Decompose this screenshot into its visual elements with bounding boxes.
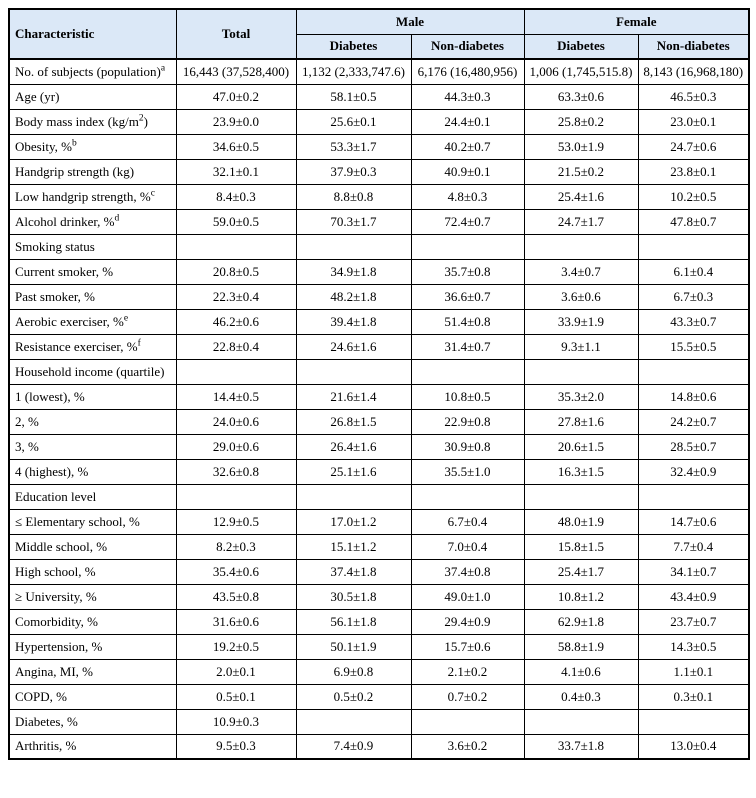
cell-male-diabetes: 48.2±1.8 <box>296 284 411 309</box>
table-row <box>9 234 749 259</box>
cell-female-diabetes: 21.5±0.2 <box>524 159 638 184</box>
cell-male-diabetes: 6.9±0.8 <box>296 659 411 684</box>
cell-female-diabetes: 48.0±1.9 <box>524 509 638 534</box>
cell-female-non-diabetes: 1.1±0.1 <box>638 659 749 684</box>
cell-male-diabetes <box>296 484 411 509</box>
cell-female-diabetes: 25.4±1.6 <box>524 184 638 209</box>
cell-male-non-diabetes <box>411 709 524 734</box>
col-header-male-diabetes: Diabetes <box>296 34 411 59</box>
table-row <box>9 309 749 334</box>
cell-male-diabetes: 21.6±1.4 <box>296 384 411 409</box>
row-label-cell <box>9 309 176 334</box>
table-row <box>9 134 749 159</box>
table-row <box>9 334 749 359</box>
cell-male-diabetes: 53.3±1.7 <box>296 134 411 159</box>
cell-female-diabetes: 4.1±0.6 <box>524 659 638 684</box>
table-row <box>9 484 749 509</box>
table-row <box>9 359 749 384</box>
cell-male-diabetes: 1,132 (2,333,747.6) <box>296 59 411 84</box>
row-label-superscript: e <box>123 313 129 324</box>
row-label: Angina, MI, % <box>15 663 93 679</box>
row-label-cell <box>9 459 176 484</box>
cell-female-non-diabetes <box>638 484 749 509</box>
cell-female-non-diabetes: 43.3±0.7 <box>638 309 749 334</box>
row-label-cell <box>9 584 176 609</box>
row-label-cell <box>9 109 176 134</box>
table-row <box>9 59 749 84</box>
cell-female-non-diabetes: 46.5±0.3 <box>638 84 749 109</box>
cell-male-diabetes: 0.5±0.2 <box>296 684 411 709</box>
row-label-cell <box>9 259 176 284</box>
row-label-cell <box>9 284 176 309</box>
cell-male-non-diabetes <box>411 484 524 509</box>
row-label: Middle school, % <box>15 538 108 554</box>
cell-female-non-diabetes: 7.7±0.4 <box>638 534 749 559</box>
row-label-cell <box>9 134 176 159</box>
row-label: 1 (lowest), % <box>15 388 85 404</box>
cell-total: 8.2±0.3 <box>176 534 296 559</box>
row-label-superscript: d <box>114 213 120 224</box>
cell-female-non-diabetes: 47.8±0.7 <box>638 209 749 234</box>
cell-male-non-diabetes: 31.4±0.7 <box>411 334 524 359</box>
table-row <box>9 209 749 234</box>
table-row <box>9 259 749 284</box>
row-label-cell <box>9 384 176 409</box>
table-row <box>9 109 749 134</box>
cell-female-diabetes: 15.8±1.5 <box>524 534 638 559</box>
cell-female-non-diabetes: 28.5±0.7 <box>638 434 749 459</box>
cell-female-non-diabetes: 14.8±0.6 <box>638 384 749 409</box>
table-row <box>9 609 749 634</box>
cell-female-non-diabetes: 34.1±0.7 <box>638 559 749 584</box>
cell-female-diabetes: 33.7±1.8 <box>524 734 638 759</box>
cell-male-diabetes: 24.6±1.6 <box>296 334 411 359</box>
row-label-suffix: ) <box>143 113 148 129</box>
cell-female-diabetes: 27.8±1.6 <box>524 409 638 434</box>
row-label: Age (yr) <box>15 88 60 104</box>
header-row-groups <box>9 9 749 34</box>
row-label-cell <box>9 684 176 709</box>
cell-female-diabetes: 9.3±1.1 <box>524 334 638 359</box>
row-label: ≥ University, % <box>15 588 97 604</box>
row-label: Resistance exerciser, % <box>15 338 138 354</box>
cell-female-non-diabetes: 43.4±0.9 <box>638 584 749 609</box>
cell-total: 16,443 (37,528,400) <box>176 59 296 84</box>
row-label-cell <box>9 434 176 459</box>
cell-male-non-diabetes <box>411 359 524 384</box>
cell-female-diabetes: 3.4±0.7 <box>524 259 638 284</box>
cell-female-non-diabetes: 32.4±0.9 <box>638 459 749 484</box>
row-label: Alcohol drinker, % <box>15 213 115 229</box>
cell-male-diabetes <box>296 234 411 259</box>
cell-female-non-diabetes: 23.0±0.1 <box>638 109 749 134</box>
cell-female-diabetes: 0.4±0.3 <box>524 684 638 709</box>
cell-male-diabetes: 8.8±0.8 <box>296 184 411 209</box>
cell-female-diabetes: 10.8±1.2 <box>524 584 638 609</box>
cell-male-non-diabetes: 4.8±0.3 <box>411 184 524 209</box>
row-label: Body mass index (kg/m <box>15 113 139 129</box>
row-label: Handgrip strength (kg) <box>15 163 135 179</box>
table-row <box>9 509 749 534</box>
cell-total: 9.5±0.3 <box>176 734 296 759</box>
row-label: Arthritis, % <box>15 738 77 754</box>
row-label-cell <box>9 559 176 584</box>
cell-male-non-diabetes: 40.2±0.7 <box>411 134 524 159</box>
cell-female-non-diabetes: 13.0±0.4 <box>638 734 749 759</box>
cell-total: 22.3±0.4 <box>176 284 296 309</box>
cell-total: 59.0±0.5 <box>176 209 296 234</box>
row-label-superscript: 2 <box>138 113 144 124</box>
cell-female-non-diabetes: 23.8±0.1 <box>638 159 749 184</box>
cell-female-diabetes: 3.6±0.6 <box>524 284 638 309</box>
table-row <box>9 634 749 659</box>
cell-female-diabetes: 53.0±1.9 <box>524 134 638 159</box>
table-row <box>9 434 749 459</box>
cell-total: 32.6±0.8 <box>176 459 296 484</box>
row-label-superscript: f <box>137 338 141 349</box>
cell-male-non-diabetes: 2.1±0.2 <box>411 659 524 684</box>
cell-male-non-diabetes: 24.4±0.1 <box>411 109 524 134</box>
cell-female-non-diabetes: 0.3±0.1 <box>638 684 749 709</box>
cell-male-non-diabetes: 7.0±0.4 <box>411 534 524 559</box>
table-row <box>9 659 749 684</box>
cell-male-diabetes: 58.1±0.5 <box>296 84 411 109</box>
cell-male-diabetes <box>296 359 411 384</box>
cell-total: 8.4±0.3 <box>176 184 296 209</box>
cell-male-non-diabetes <box>411 234 524 259</box>
cell-total: 29.0±0.6 <box>176 434 296 459</box>
cell-female-diabetes: 16.3±1.5 <box>524 459 638 484</box>
cell-male-non-diabetes: 30.9±0.8 <box>411 434 524 459</box>
cell-female-diabetes <box>524 484 638 509</box>
cell-male-non-diabetes: 10.8±0.5 <box>411 384 524 409</box>
table-row <box>9 184 749 209</box>
row-label-cell <box>9 184 176 209</box>
cell-total <box>176 359 296 384</box>
cell-male-non-diabetes: 3.6±0.2 <box>411 734 524 759</box>
table-row <box>9 159 749 184</box>
row-label: Education level <box>15 488 97 504</box>
cell-male-non-diabetes: 22.9±0.8 <box>411 409 524 434</box>
row-label: ≤ Elementary school, % <box>15 513 140 529</box>
row-label: Smoking status <box>15 238 95 254</box>
cell-total <box>176 484 296 509</box>
row-label: Diabetes, % <box>15 713 78 729</box>
row-label-cell <box>9 484 176 509</box>
row-label-cell <box>9 709 176 734</box>
cell-female-non-diabetes: 14.3±0.5 <box>638 634 749 659</box>
row-label: 3, % <box>15 438 39 454</box>
row-label-superscript: b <box>71 138 77 149</box>
cell-total: 23.9±0.0 <box>176 109 296 134</box>
table-row <box>9 559 749 584</box>
table-row <box>9 284 749 309</box>
cell-male-non-diabetes: 49.0±1.0 <box>411 584 524 609</box>
col-header-male-group: Male <box>296 9 524 34</box>
table-row <box>9 709 749 734</box>
cell-total: 20.8±0.5 <box>176 259 296 284</box>
row-label-cell <box>9 509 176 534</box>
cell-total: 14.4±0.5 <box>176 384 296 409</box>
characteristics-table <box>8 8 750 760</box>
row-label-cell <box>9 234 176 259</box>
cell-female-non-diabetes: 14.7±0.6 <box>638 509 749 534</box>
col-header-total: Total <box>176 9 296 59</box>
cell-female-non-diabetes: 10.2±0.5 <box>638 184 749 209</box>
cell-total: 43.5±0.8 <box>176 584 296 609</box>
cell-female-non-diabetes: 15.5±0.5 <box>638 334 749 359</box>
cell-female-non-diabetes <box>638 709 749 734</box>
col-header-female-group: Female <box>524 9 749 34</box>
cell-female-diabetes <box>524 234 638 259</box>
row-label: No. of subjects (population) <box>15 63 161 79</box>
cell-total: 32.1±0.1 <box>176 159 296 184</box>
cell-male-non-diabetes: 29.4±0.9 <box>411 609 524 634</box>
cell-male-diabetes: 7.4±0.9 <box>296 734 411 759</box>
cell-female-non-diabetes: 24.2±0.7 <box>638 409 749 434</box>
cell-female-non-diabetes: 23.7±0.7 <box>638 609 749 634</box>
row-label: Hypertension, % <box>15 638 103 654</box>
cell-female-diabetes: 25.8±0.2 <box>524 109 638 134</box>
row-label-cell <box>9 359 176 384</box>
table-row <box>9 459 749 484</box>
cell-female-diabetes: 1,006 (1,745,515.8) <box>524 59 638 84</box>
cell-male-diabetes: 39.4±1.8 <box>296 309 411 334</box>
table-row <box>9 584 749 609</box>
table-header <box>9 9 749 59</box>
row-label-cell <box>9 159 176 184</box>
cell-female-diabetes: 33.9±1.9 <box>524 309 638 334</box>
row-label-cell <box>9 409 176 434</box>
cell-total: 22.8±0.4 <box>176 334 296 359</box>
cell-male-non-diabetes: 72.4±0.7 <box>411 209 524 234</box>
cell-male-diabetes: 34.9±1.8 <box>296 259 411 284</box>
row-label-cell <box>9 659 176 684</box>
cell-male-diabetes: 37.9±0.3 <box>296 159 411 184</box>
col-header-characteristic: Characteristic <box>9 9 176 59</box>
cell-total <box>176 234 296 259</box>
cell-male-non-diabetes: 40.9±0.1 <box>411 159 524 184</box>
cell-female-non-diabetes <box>638 234 749 259</box>
col-header-female-diabetes: Diabetes <box>524 34 638 59</box>
col-header-female-non-diabetes: Non-diabetes <box>638 34 749 59</box>
cell-male-diabetes: 26.8±1.5 <box>296 409 411 434</box>
row-label-cell <box>9 84 176 109</box>
row-label-cell <box>9 734 176 759</box>
row-label: 2, % <box>15 413 39 429</box>
row-label-cell <box>9 534 176 559</box>
cell-female-non-diabetes: 6.1±0.4 <box>638 259 749 284</box>
cell-female-diabetes <box>524 709 638 734</box>
cell-female-diabetes: 20.6±1.5 <box>524 434 638 459</box>
cell-male-non-diabetes: 51.4±0.8 <box>411 309 524 334</box>
cell-total: 10.9±0.3 <box>176 709 296 734</box>
row-label: Obesity, % <box>15 138 72 154</box>
table-row <box>9 534 749 559</box>
cell-male-diabetes: 30.5±1.8 <box>296 584 411 609</box>
cell-total: 2.0±0.1 <box>176 659 296 684</box>
cell-male-diabetes: 25.6±0.1 <box>296 109 411 134</box>
cell-female-diabetes <box>524 359 638 384</box>
cell-male-diabetes: 17.0±1.2 <box>296 509 411 534</box>
cell-male-non-diabetes: 0.7±0.2 <box>411 684 524 709</box>
cell-total: 19.2±0.5 <box>176 634 296 659</box>
cell-total: 46.2±0.6 <box>176 309 296 334</box>
cell-total: 12.9±0.5 <box>176 509 296 534</box>
row-label: Household income (quartile) <box>15 363 165 379</box>
row-label: Aerobic exerciser, % <box>15 313 124 329</box>
cell-male-non-diabetes: 35.7±0.8 <box>411 259 524 284</box>
cell-male-non-diabetes: 44.3±0.3 <box>411 84 524 109</box>
row-label: Comorbidity, % <box>15 613 98 629</box>
cell-male-diabetes: 70.3±1.7 <box>296 209 411 234</box>
row-label: Current smoker, % <box>15 263 114 279</box>
cell-male-diabetes: 15.1±1.2 <box>296 534 411 559</box>
cell-female-non-diabetes <box>638 359 749 384</box>
cell-female-diabetes: 63.3±0.6 <box>524 84 638 109</box>
row-label: Past smoker, % <box>15 288 95 304</box>
col-header-male-non-diabetes: Non-diabetes <box>411 34 524 59</box>
cell-male-non-diabetes: 6,176 (16,480,956) <box>411 59 524 84</box>
cell-total: 24.0±0.6 <box>176 409 296 434</box>
table-row <box>9 684 749 709</box>
cell-male-non-diabetes: 37.4±0.8 <box>411 559 524 584</box>
cell-male-diabetes: 25.1±1.6 <box>296 459 411 484</box>
cell-female-diabetes: 62.9±1.8 <box>524 609 638 634</box>
cell-male-diabetes: 37.4±1.8 <box>296 559 411 584</box>
row-label: 4 (highest), % <box>15 463 89 479</box>
cell-male-diabetes: 26.4±1.6 <box>296 434 411 459</box>
row-label-cell <box>9 634 176 659</box>
cell-female-diabetes: 35.3±2.0 <box>524 384 638 409</box>
cell-total: 0.5±0.1 <box>176 684 296 709</box>
cell-female-diabetes: 58.8±1.9 <box>524 634 638 659</box>
row-label-cell <box>9 609 176 634</box>
cell-female-diabetes: 25.4±1.7 <box>524 559 638 584</box>
cell-female-non-diabetes: 24.7±0.6 <box>638 134 749 159</box>
cell-total: 47.0±0.2 <box>176 84 296 109</box>
row-label-superscript: a <box>160 63 166 74</box>
cell-male-diabetes <box>296 709 411 734</box>
cell-total: 34.6±0.5 <box>176 134 296 159</box>
cell-female-diabetes: 24.7±1.7 <box>524 209 638 234</box>
table-row <box>9 384 749 409</box>
cell-total: 31.6±0.6 <box>176 609 296 634</box>
table-row <box>9 84 749 109</box>
table-row <box>9 409 749 434</box>
cell-male-non-diabetes: 6.7±0.4 <box>411 509 524 534</box>
row-label: COPD, % <box>15 688 68 704</box>
row-label: High school, % <box>15 563 96 579</box>
table-body <box>9 59 749 759</box>
cell-male-diabetes: 50.1±1.9 <box>296 634 411 659</box>
row-label-cell <box>9 334 176 359</box>
row-label: Low handgrip strength, % <box>15 188 151 204</box>
row-label-cell <box>9 59 176 84</box>
cell-female-non-diabetes: 8,143 (16,968,180) <box>638 59 749 84</box>
cell-male-non-diabetes: 36.6±0.7 <box>411 284 524 309</box>
cell-male-non-diabetes: 15.7±0.6 <box>411 634 524 659</box>
cell-female-non-diabetes: 6.7±0.3 <box>638 284 749 309</box>
row-label-cell <box>9 209 176 234</box>
cell-total: 35.4±0.6 <box>176 559 296 584</box>
cell-male-non-diabetes: 35.5±1.0 <box>411 459 524 484</box>
cell-male-diabetes: 56.1±1.8 <box>296 609 411 634</box>
row-label-superscript: c <box>150 188 155 199</box>
table-row <box>9 734 749 759</box>
